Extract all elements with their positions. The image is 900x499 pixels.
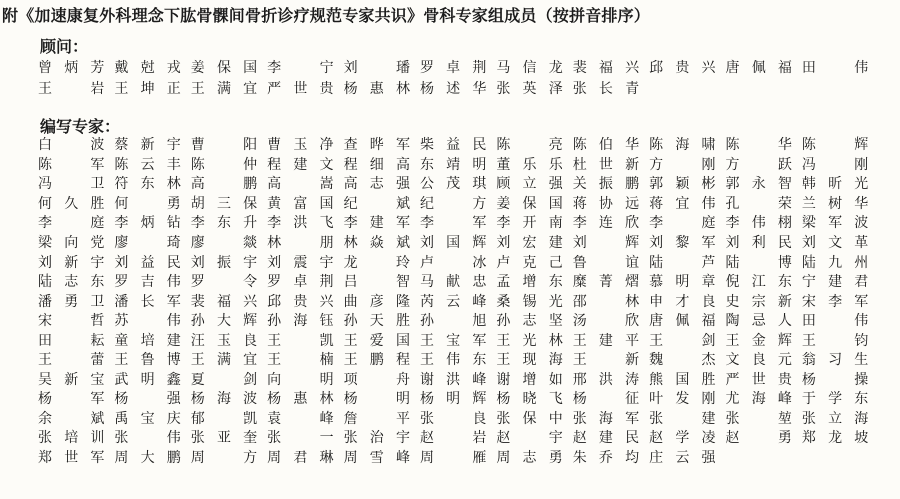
member-name: 邱 贵 兴 — [267, 293, 334, 310]
member-name: 张 亚 奎 — [190, 430, 258, 447]
member-name: 罗 吉 伟 — [114, 274, 181, 291]
member-name: 严 世 贵 — [267, 81, 334, 97]
member-name: 赵 勇 — [725, 430, 792, 447]
member-name: 邢 洪 涛 — [572, 371, 640, 388]
member-name: 周 志 勇 — [496, 450, 563, 467]
member-name: 廖 琦 — [114, 235, 181, 251]
member-name: 罗 卓 荆 — [267, 274, 334, 291]
member-name: 王 钧 — [801, 332, 869, 349]
member-name: 吕 智 — [343, 274, 410, 291]
member-name: 赵 建 民 — [572, 430, 640, 447]
member-name: 程 细 高 — [343, 156, 410, 173]
member-name: 叶 发 刚 — [649, 391, 716, 408]
member-name: 于 学 东 — [801, 391, 869, 408]
member-name: 张 立 海 — [801, 410, 869, 427]
member-name: 鲁 谊 — [572, 254, 640, 271]
member-name: 裴 福 兴 — [572, 60, 640, 76]
member-name: 王 建 平 — [572, 332, 640, 349]
member-name: 孙 旭 — [419, 313, 487, 330]
member-name: 王 伟 东 — [419, 352, 487, 369]
member-name: 刘 国 辉 — [419, 235, 487, 251]
member-name: 方 跃 — [725, 156, 792, 173]
member-name: 卢 冰 — [419, 254, 487, 271]
member-name: 李 东 升 — [190, 215, 258, 232]
member-name: 柴 益 民 — [419, 137, 487, 154]
member-name: 宋 哲 — [38, 313, 105, 330]
member-name: 李 庭 — [38, 215, 105, 232]
member-name: 李 开 南 — [496, 215, 563, 232]
member-name: 陆 芦 — [649, 254, 716, 271]
member-name: 邵 林 — [572, 293, 640, 310]
member-name: 姜 保 国 — [496, 195, 563, 212]
member-name: 白 波 — [38, 137, 105, 154]
member-name: 卢 克 己 — [496, 254, 563, 271]
member-name: 庄 云 强 — [649, 450, 716, 467]
member-name: 唐 佩 福 — [725, 60, 792, 76]
member-name: 戴 尅 戎 — [114, 60, 181, 76]
member-name: 吴 新 宝 — [38, 371, 105, 388]
member-name: 刘 震 宇 — [267, 254, 334, 271]
member-name: 熊 国 胜 — [649, 371, 716, 388]
member-name: 詹 平 — [343, 410, 410, 427]
member-name: 杨 惠 林 — [267, 391, 334, 408]
member-name: 周 君 琳 — [267, 450, 334, 467]
member-name: 张 英 泽 — [496, 81, 563, 97]
advisors-list — [38, 58, 900, 100]
member-name: 王 爱 国 — [343, 332, 410, 349]
member-name: 查 晔 军 — [343, 137, 410, 154]
member-name: 陈 军 — [38, 156, 105, 173]
member-name: 董 乐 乐 — [496, 156, 563, 173]
member-name: 周 方 — [190, 450, 258, 467]
member-name: 汤 欣 — [572, 313, 640, 330]
member-name: 陶 忌 人 — [725, 313, 792, 330]
member-name: 陈 辉 — [801, 137, 869, 154]
member-name: 黄 富 国 — [267, 195, 334, 212]
member-name: 王 鹏 程 — [343, 352, 410, 369]
member-name: 张 保 中 — [496, 410, 563, 427]
member-name: 夏 剑 — [190, 371, 258, 388]
member-name: 郁 凯 — [190, 410, 258, 427]
member-name: 潘 勇 卫 — [38, 293, 105, 310]
member-name: 陈 伯 华 — [572, 137, 640, 154]
editors-list — [38, 136, 900, 468]
member-name: 宋 李 军 — [801, 293, 869, 310]
member-name: 杨 明 — [343, 391, 410, 408]
member-name: 周 雁 — [419, 450, 487, 467]
member-name: 王 凯 — [267, 332, 334, 349]
member-name: 曾 炳 芳 — [38, 60, 105, 76]
member-name: 芮 云 峰 — [419, 293, 487, 310]
member-name: 张 堃 — [725, 410, 792, 427]
member-name: 张 培 训 — [38, 430, 105, 447]
member-name: 陈 云 丰 — [114, 156, 181, 173]
member-name: 严 世 贵 — [725, 371, 792, 388]
member-name: 陈 华 — [725, 137, 792, 154]
member-name: 周 大 鹏 — [114, 450, 181, 467]
member-name: 陈 仲 — [190, 156, 258, 173]
member-name: 尤 海 峰 — [725, 391, 792, 408]
member-name: 何 久 胜 — [38, 195, 105, 212]
member-name: 宁 建 君 — [801, 274, 869, 291]
member-name: 杨 述 华 — [419, 81, 487, 97]
member-name: 符 东 林 — [114, 176, 181, 193]
member-name: 蒋 宜 伟 — [649, 195, 716, 212]
member-name: 蔡 新 宇 — [114, 137, 181, 154]
member-name: 史 宗 新 — [725, 293, 792, 310]
member-name: 王 坤 正 — [114, 81, 181, 97]
member-name: 韩 昕 光 — [801, 176, 869, 193]
member-name: 曹 玉 净 — [267, 137, 334, 154]
member-name: 李 宁 — [267, 60, 334, 76]
member-name: 张 一 — [267, 430, 334, 447]
member-name: 张 长 青 — [572, 81, 640, 97]
member-name: 陆 志 东 — [38, 274, 105, 291]
member-name: 杨 惠 林 — [343, 81, 410, 97]
member-name: 张 治 宇 — [343, 430, 410, 447]
member-name: 文 良 元 — [725, 352, 792, 369]
member-name: 罗 卓 荆 — [419, 60, 487, 76]
member-name: 杨 海 波 — [190, 391, 258, 408]
member-name: 杜 世 新 — [572, 156, 640, 173]
member-name: 田 伟 — [801, 313, 869, 330]
member-name: 高 嵩 — [267, 176, 334, 193]
member-name: 赵 岩 — [419, 430, 487, 447]
member-name: 梁 向 党 — [38, 235, 105, 251]
member-name: 张 建 — [649, 410, 716, 427]
member-name: 曲 彦 隆 — [343, 293, 410, 310]
member-name: 赵 宇 — [496, 430, 563, 447]
member-name: 刘 益 民 — [114, 254, 181, 271]
member-name: 刘 新 宇 — [38, 254, 105, 271]
member-name: 公 茂 琪 — [419, 176, 487, 193]
member-name: 申 才 良 — [649, 293, 716, 310]
member-name: 李 洪 飞 — [267, 215, 334, 232]
member-name: 程 建 文 — [267, 156, 334, 173]
member-name: 郑 龙 坡 — [801, 430, 869, 447]
page-title: 附《加速康复外科理念下肱骨髁间骨折诊疗规范专家共识》骨科专家组成员（按拼音排序） — [2, 6, 651, 25]
member-name: 魏 杰 — [649, 352, 716, 369]
member-name: 孟 增 东 — [496, 274, 563, 291]
member-name: 孙 天 胜 — [343, 313, 410, 330]
member-name: 倪 江 东 — [725, 274, 792, 291]
member-name: 梁 军 波 — [801, 215, 869, 232]
member-name: 赵 学 凌 — [649, 430, 716, 447]
member-name: 东 靖 明 — [419, 156, 487, 173]
member-name: 王 现 海 — [496, 352, 563, 369]
member-name: 陆 九 州 — [801, 254, 869, 271]
member-name: 项 舟 — [343, 371, 410, 388]
member-name: 裴 福 兴 — [190, 293, 258, 310]
member-name: 田 耘 — [38, 332, 105, 349]
member-name: 王 鲁 博 — [114, 352, 181, 369]
member-name: 顾 立 强 — [496, 176, 563, 193]
member-name: 张 海 军 — [572, 410, 640, 427]
member-name: 张 伟 — [114, 430, 181, 447]
member-name: 李 军 — [419, 215, 487, 232]
member-name: 刘 辉 — [572, 235, 640, 251]
member-name: 谢 洪 峰 — [419, 371, 487, 388]
member-name: 陆 博 — [725, 254, 792, 271]
member-name: 谢 增 如 — [496, 371, 563, 388]
member-name: 王 楠 — [267, 352, 334, 369]
member-name: 张 良 — [419, 410, 487, 427]
member-name: 朱 乔 均 — [572, 450, 640, 467]
member-name: 林 朋 — [267, 235, 334, 251]
member-name: 潘 长 军 — [114, 293, 181, 310]
member-name: 周 雪 峰 — [343, 450, 410, 467]
member-name: 汪 玉 良 — [190, 332, 258, 349]
member-name: 王 新 — [572, 352, 640, 369]
member-name: 曹 阳 — [190, 137, 258, 154]
member-name: 王 满 宜 — [190, 81, 258, 97]
member-name: 王 剑 — [649, 332, 716, 349]
member-name: 刘 振 宇 — [190, 254, 258, 271]
member-name: 刘 文 革 — [801, 235, 869, 251]
member-name: 冯 刚 — [801, 156, 869, 173]
member-name: 冯 卫 — [38, 176, 105, 193]
member-name: 李 炳 钻 — [114, 215, 181, 232]
member-name: 向 明 — [267, 371, 334, 388]
member-name: 高 志 强 — [343, 176, 410, 193]
member-name: 郭 颖 彬 — [649, 176, 716, 193]
member-name: 高 鹏 — [190, 176, 258, 193]
member-name: 姜 保 国 — [190, 60, 258, 76]
member-name: 王 金 辉 — [725, 332, 792, 349]
member-name: 杨 操 — [801, 371, 869, 388]
member-name: 孙 志 坚 — [496, 313, 563, 330]
member-name: 翁 习 生 — [801, 352, 869, 369]
member-name: 禹 宝 庆 — [114, 410, 181, 427]
member-name: 何 勇 — [114, 195, 181, 212]
member-name: 蒋 协 远 — [572, 195, 640, 212]
member-name: 杨 晓 飞 — [496, 391, 563, 408]
member-name: 慕 明 章 — [649, 274, 716, 291]
member-name: 王 满 宜 — [190, 352, 258, 369]
member-name: 林 焱 斌 — [343, 235, 410, 251]
member-name: 袁 峰 — [267, 410, 334, 427]
member-name: 田 伟 — [801, 60, 869, 76]
member-name: 陈 海 啸 — [649, 137, 716, 154]
member-name: 郭 永 智 — [725, 176, 792, 193]
member-name: 方 刚 — [649, 156, 716, 173]
member-name: 纪 方 — [419, 195, 487, 212]
member-name: 苏 伟 — [114, 313, 181, 330]
member-name: 杨 征 — [572, 391, 640, 408]
member-name: 刘 黎 军 — [649, 235, 716, 251]
member-name: 余 斌 — [38, 410, 105, 427]
member-name: 刘 宏 建 — [496, 235, 563, 251]
member-name: 马 信 龙 — [496, 60, 563, 76]
member-name: 刘 璠 — [343, 60, 410, 76]
member-name: 郑 世 军 — [38, 450, 105, 467]
member-name: 孙 大 辉 — [190, 313, 258, 330]
member-name: 王 蕾 — [38, 352, 105, 369]
member-name: 王 宝 军 — [419, 332, 487, 349]
member-name: 孔 荣 — [725, 195, 792, 212]
member-name: 杨 军 — [38, 391, 105, 408]
member-name: 李 建 军 — [343, 215, 410, 232]
member-name: 武 明 鑫 — [114, 371, 181, 388]
member-name: 孙 海 钰 — [267, 313, 334, 330]
member-name: 龙 玲 — [343, 254, 410, 271]
member-name: 陈 亮 — [496, 137, 563, 154]
editors-heading: 编写专家： — [40, 117, 121, 136]
member-name: 李 庭 — [649, 215, 716, 232]
member-name: 王 光 林 — [496, 332, 563, 349]
member-name: 兰 树 华 — [801, 195, 869, 212]
member-name: 杨 明 辉 — [419, 391, 487, 408]
member-name: 关 振 鹏 — [572, 176, 640, 193]
member-name: 糜 菁 熠 — [572, 274, 640, 291]
member-name: 唐 佩 福 — [649, 313, 716, 330]
member-name: 廖 燚 — [190, 235, 258, 251]
member-name: 王 岩 — [38, 81, 105, 97]
member-name: 杨 强 — [114, 391, 181, 408]
member-name: 胡 三 保 — [190, 195, 258, 212]
member-name: 刘 利 民 — [725, 235, 792, 251]
member-name: 李 伟 栩 — [725, 215, 792, 232]
member-name: 马 献 忠 — [419, 274, 487, 291]
advisors-heading: 顾问： — [40, 37, 89, 56]
member-name: 罗 令 — [190, 274, 258, 291]
member-name: 桑 锡 光 — [496, 293, 563, 310]
member-name: 纪 斌 — [343, 195, 410, 212]
member-name: 童 培 建 — [114, 332, 181, 349]
member-name: 邱 贵 兴 — [649, 60, 716, 76]
member-name: 李 连 欣 — [572, 215, 640, 232]
